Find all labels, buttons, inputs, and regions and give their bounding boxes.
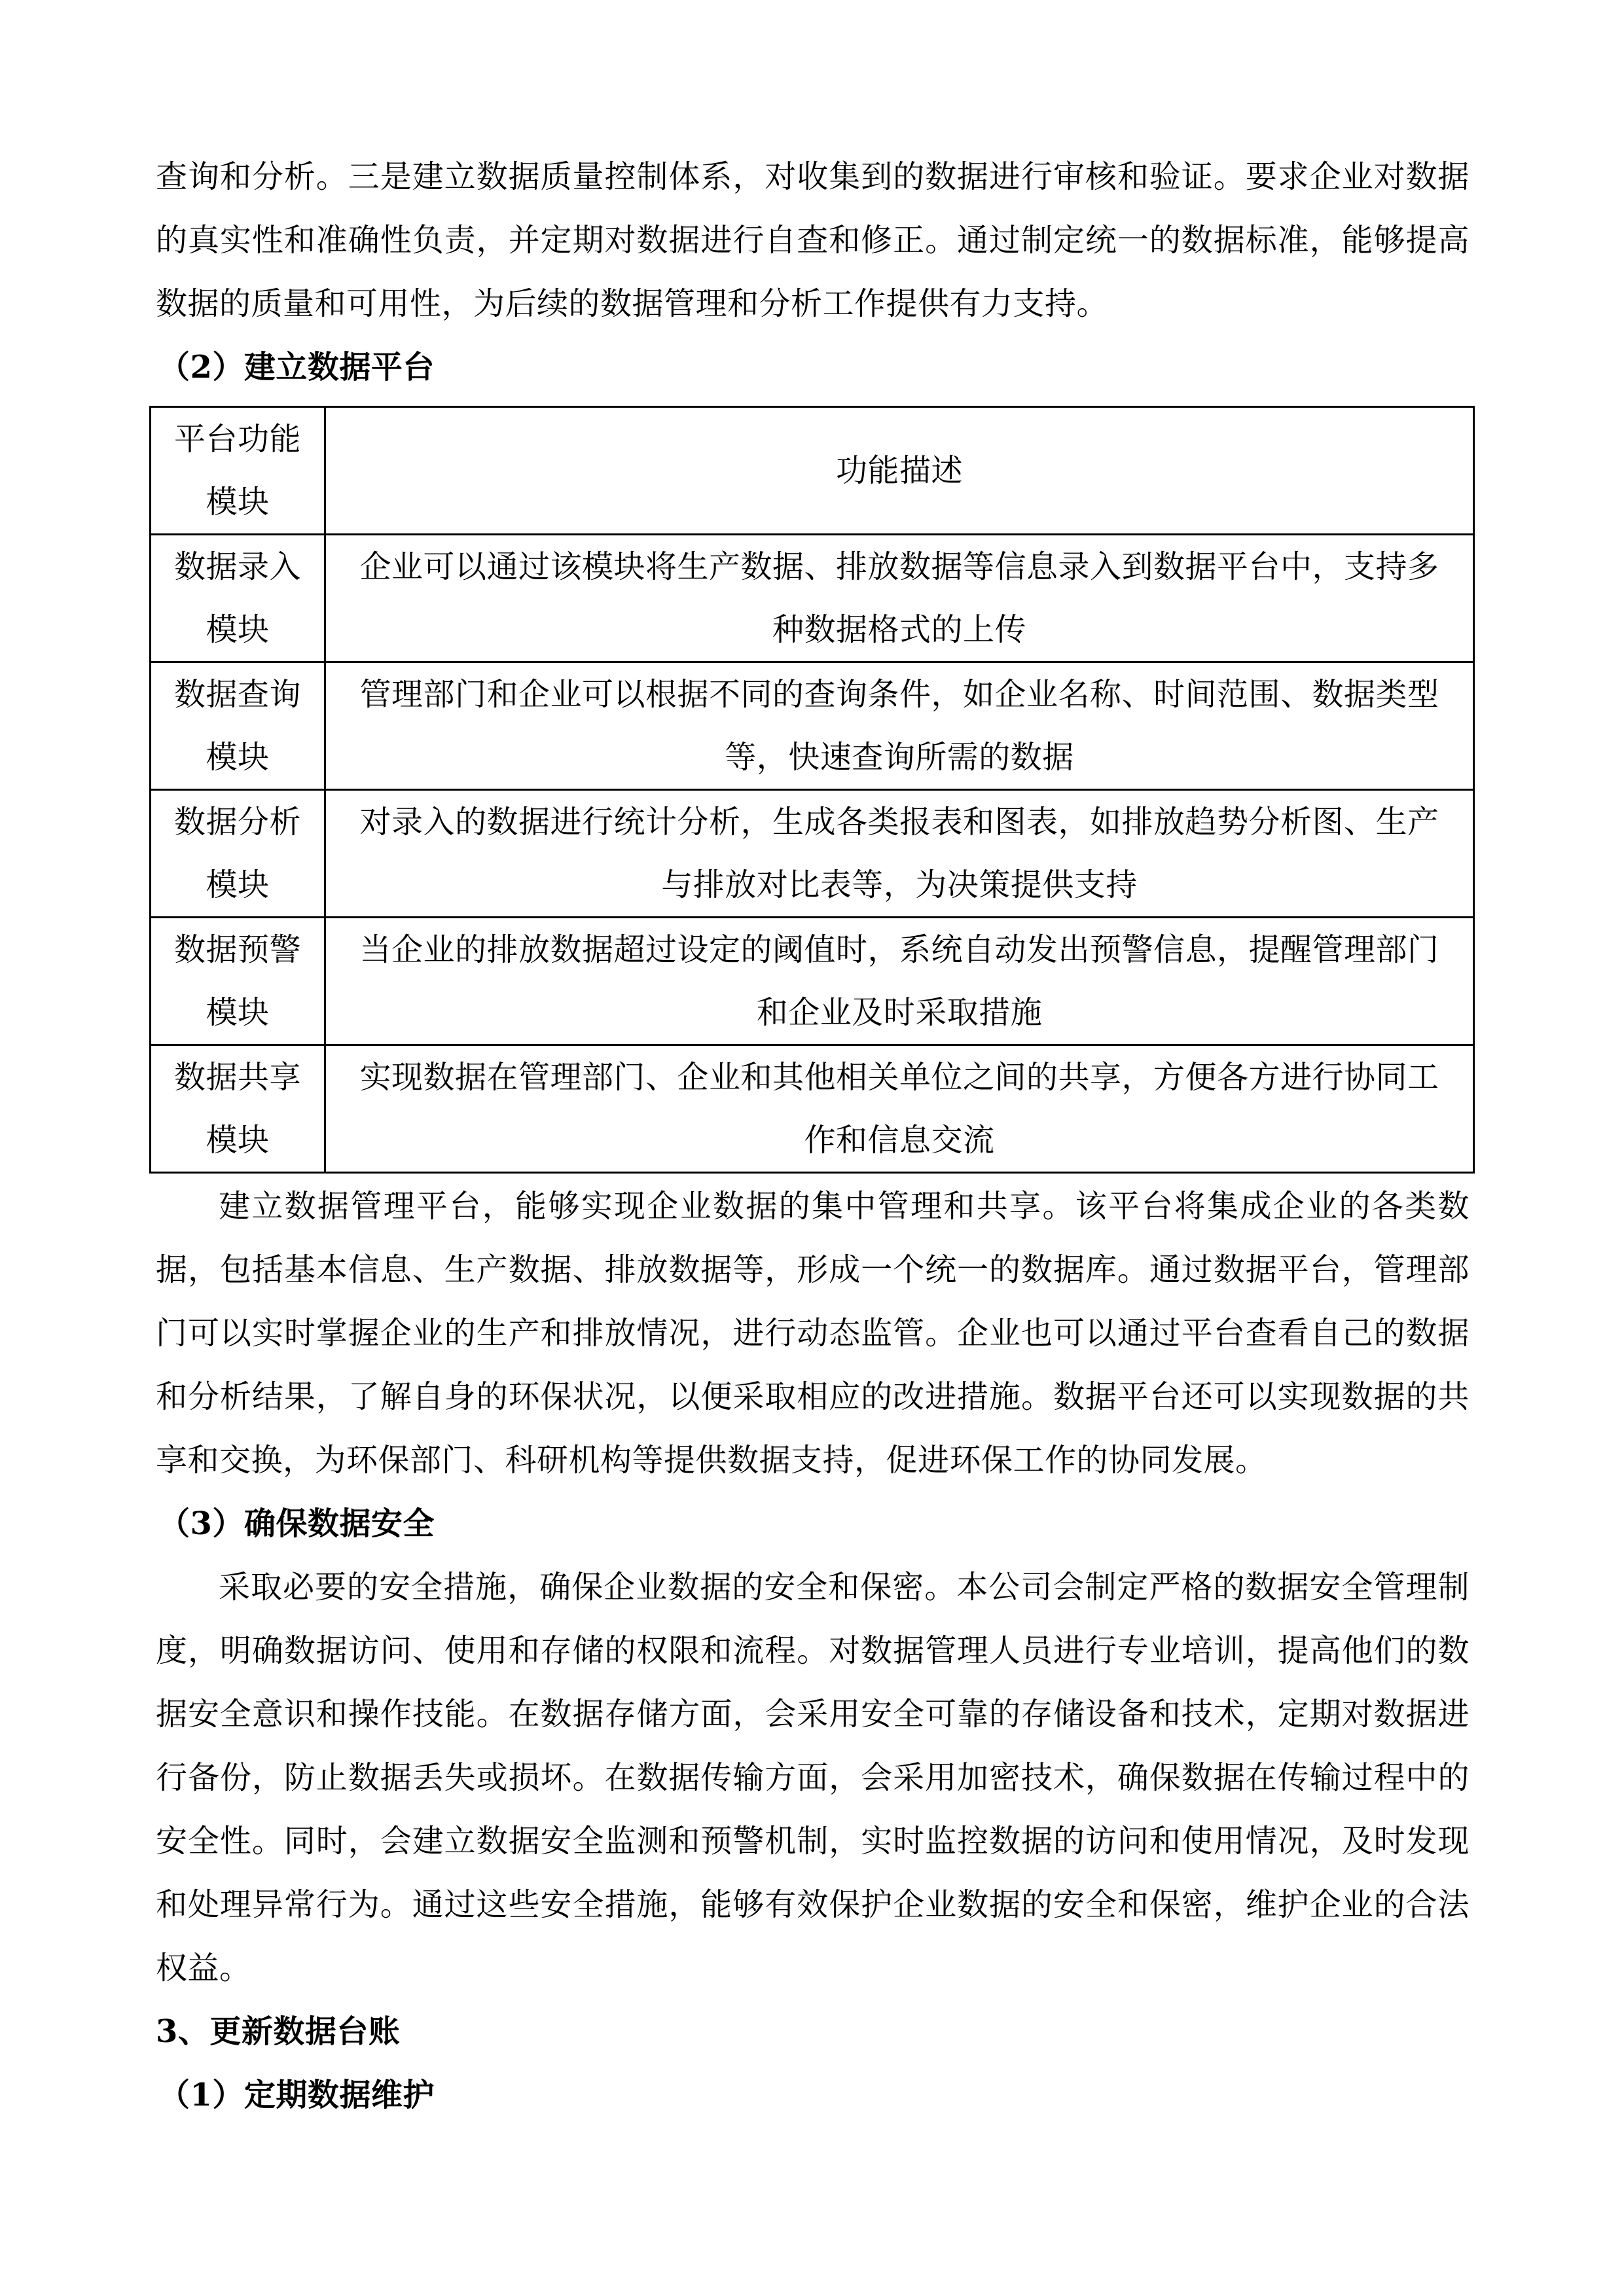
- table-cell-description: 当企业的排放数据超过设定的阈值时，系统自动发出预警信息，提醒管理部门和企业及时采取措施: [325, 918, 1474, 1045]
- section-heading-data-security: （3）确保数据安全: [158, 1505, 435, 1542]
- table-cell-description: 管理部门和企业可以根据不同的查询条件，如企业名称、时间范围、数据类型等，快速查询所需的数据: [325, 662, 1474, 790]
- table-row: [151, 662, 1474, 790]
- platform-functions-table: [149, 406, 1475, 1174]
- table-header-row: [151, 407, 1474, 535]
- table-cell-description: 对录入的数据进行统计分析，生成各类报表和图表，如排放趋势分析图、生产与排放对比表等，为决策提供支持: [325, 790, 1474, 918]
- table-row: [151, 1045, 1474, 1173]
- chapter-heading-update-ledger: 3、更新数据台账: [156, 2013, 401, 2050]
- table-row: [151, 918, 1474, 1045]
- table-header-description: 功能描述: [325, 407, 1474, 535]
- table-cell-description: 实现数据在管理部门、企业和其他相关单位之间的共享，方便各方进行协同工作和信息交流: [325, 1045, 1474, 1173]
- table-cell-description: 企业可以通过该模块将生产数据、排放数据等信息录入到数据平台中，支持多种数据格式的上传: [325, 535, 1474, 662]
- table-header-module: 平台功能模块: [151, 407, 325, 535]
- table-cell-module: 数据分析模块: [151, 790, 325, 918]
- table-cell-module: 数据录入模块: [151, 535, 325, 662]
- table-cell-module: 数据预警模块: [151, 918, 325, 1045]
- platform-paragraph: 建立数据管理平台，能够实现企业数据的集中管理和共享。该平台将集成企业的各类数据，包括基本信息、生产数据、排放数据等，形成一个统一的数据库。通过数据平台，管理部门可以实时掌握企业的生产和排放情况，进行动态监管。企业也可以通过平台查看自己的数据和分析结果，了解自身的环保状况，以便采取相应的改进措施。数据平台还可以实现数据的共享和交换，为环保部门、科研机构等提供数据支持，促进环保工作的协同发展。: [156, 1188, 1470, 1479]
- document-page: [156, 145, 1470, 2127]
- intro-paragraph: 查询和分析。三是建立数据质量控制体系，对收集到的数据进行审核和验证。要求企业对数据的真实性和准确性负责，并定期对数据进行自查和修正。通过制定统一的数据标准，能够提高数据的质量和可用性，为后续的数据管理和分析工作提供有力支持。: [156, 158, 1470, 322]
- table-cell-module: 数据查询模块: [151, 662, 325, 790]
- table-row: [151, 535, 1474, 662]
- security-paragraph: 采取必要的安全措施，确保企业数据的安全和保密。本公司会制定严格的数据安全管理制度，明确数据访问、使用和存储的权限和流程。对数据管理人员进行专业培训，提高他们的数据安全意识和操作技能。在数据存储方面，会采用安全可靠的存储设备和技术，定期对数据进行备份，防止数据丢失或损坏。在数据传输方面，会采用加密技术，确保数据在传输过程中的安全性。同时，会建立数据安全监测和预警机制，实时监控数据的访问和使用情况，及时发现和处理异常行为。通过这些安全措施，能够有效保护企业数据的安全和保密，维护企业的合法权益。: [156, 1569, 1470, 1986]
- subheading-regular-maintenance: （1）定期数据维护: [158, 2077, 435, 2113]
- section-heading-build-platform: （2）建立数据平台: [158, 349, 435, 386]
- table-cell-module: 数据共享模块: [151, 1045, 325, 1173]
- table-row: [151, 790, 1474, 918]
